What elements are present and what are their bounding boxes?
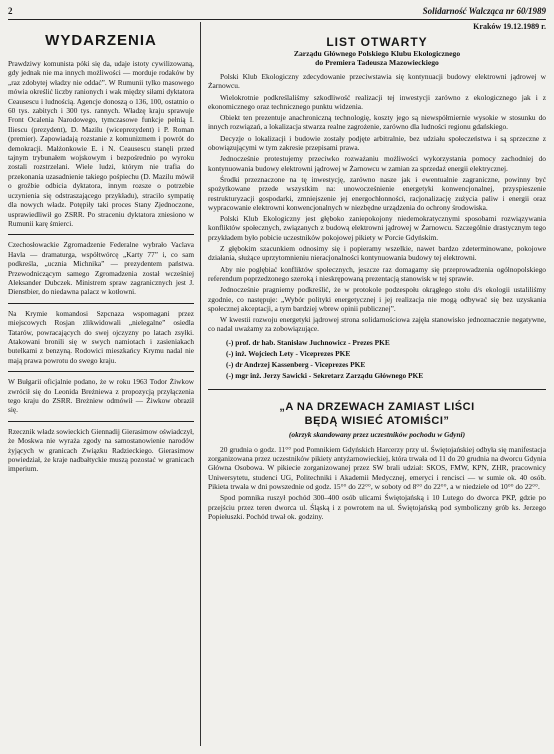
letter-subtitle-line: Zarządu Głównego Polskiego Klubu Ekologicznego xyxy=(293,49,461,58)
section-rule xyxy=(208,389,546,390)
news-item-czechoslovakia: Czechosłowackie Zgromadzenie Federalne wybrało Vaclava Havla — dramaturga, współtwórcę „Karty 77” i, co sam podkreśla, „ucznia Michnika” — prezydentem państwa. Przewodniczącym samego Zgromadzenia został wcześniej Aleksander Dubczek. Ministrem spraw zagranicznych jest J. Dienstbier, do niedawna palacz w kotłowni. xyxy=(8,240,194,297)
letter-paragraph: Jednocześnie pragniemy podkreślić, że w protokole podzespołu okrągłego stołu d/s ekologii ustaliliśmy zgodnie, co następuje: „Wybór polityki energetycznej i jej realizacja nie mogą odbywać się bez uzyskania społecznej akceptacji, a tym bardziej wbrew opinii publicznej”. xyxy=(208,285,546,313)
page-header xyxy=(8,6,546,18)
letter-paragraph: Jednocześnie protestujemy przeciwko rozważaniu możliwości wykorzystania pomocy zachodniej do kontynuowania budowy elektrowni jądrowej w Żarnowcu w zamian za sprzedaż energii elektrycznej. xyxy=(208,154,546,173)
letter-column xyxy=(208,22,546,523)
article-subtitle: (okrzyk skandowany przez uczestników pochodu w Gdyni) xyxy=(288,429,466,439)
letter-paragraph: Decyzje o lokalizacji i budowie zostały podjęte arbitralnie, bez udziału społeczeństwa i są sprzeczne z obowiązującymi w tym zakresie przepisami prawa. xyxy=(208,133,546,153)
letter-paragraph: Polski Klub Ekologiczny jest głęboko zaniepokojony niedemokratycznymi sposobami rozwiązywania konfliktów społecznych, związanych z budową elektrowni jądrowej w Żarnowcu. Szczególnie drastycznym tego przykładem było pobicie uczestników pokojowej pikiety w Porcie Gdyńskim. xyxy=(208,214,546,242)
letter-paragraph: Obiekt ten prezentuje anachroniczną technologię, koszty jego są niewspółmiernie wysokie w stosunku do innych rozwiązań, a lokalizacja stwarza realne zagrożenie, zarówno dla ludności regionu gdańskiego. xyxy=(208,113,546,132)
letter-paragraph: Z głębokim szacunkiem odnosimy się i popieramy wszelkie, nawet bardzo zdeterminowane, pokojowe działania, służące uprzytomnieniu nieracjonalności kontynuowania budowy tej elektrowni. xyxy=(208,244,546,263)
letter-paragraph: Aby nie pogłębiać konfliktów społecznych, jeszcze raz domagamy się przeprowadzenia ogólnopolskiego referendum poprzedzonego szeroką i nieskrępowaną prezentacją stanowisk w tej sprawie. xyxy=(208,264,546,283)
news-item-gerasimov: Rzecznik władz sowieckich Giennadij Gierasimow oświadczył, że Moskwa nie wyraża zgody na samostanowienie narodów żyjących w granicach Związku Radzieckiego. Gierasimow powiedział, że kraje nadbałtyckie muszą pozostać w granicach imperium. xyxy=(8,426,194,474)
news-box xyxy=(8,234,194,296)
section-title: WYDARZENIA xyxy=(45,32,157,49)
letter-title: LIST OTWARTY xyxy=(326,35,428,49)
news-box xyxy=(8,371,194,415)
signature-line: (-) inż. Wojciech Lety - Viceprezes PKE xyxy=(226,348,351,358)
letter-subtitle-line: do Premiera Tadeusza Mazowieckiego xyxy=(315,58,439,67)
article-title-line: BĘDĄ WISIEĆ ATOMIŚCI” xyxy=(304,414,450,427)
news-column xyxy=(8,24,194,474)
page-number: 2 xyxy=(8,6,13,16)
letter-date: Kraków 19.12.1989 r. xyxy=(473,22,546,31)
letter-paragraph: Wielokrotnie podkreślaliśmy szkodliwość realizacji tej inwestycji zarówno z ekologicznego jak i z ekonomicznego oraz technicznego punktu widzenia. xyxy=(208,92,546,111)
article-paragraph: Spod pomnika ruszył pochód 300–400 osób ulicami Świętojańską i 10 Lutego do dworca PKP, gdzie po przejściu przez teren dworca ul. Śląską i z powrotem na ul. Świętojańską pod symboliczny grób ks. Jerzego Popiełuszki. Pochód trwał ok. godziny. xyxy=(208,493,546,521)
letter-paragraph: Polski Klub Ekologiczny zdecydowanie przeciwstawia się kontynuacji budowy elektrowni jądrowej w Żarnowcu. xyxy=(208,72,546,91)
header-rule xyxy=(8,19,546,20)
signature-list xyxy=(226,337,546,381)
article-title-line: „A NA DRZEWACH ZAMIAST LIŚCI xyxy=(279,400,475,413)
letter-paragraph: Środki przeznaczone na tę inwestycję, zarówno nasze jak i ewentualnie zagraniczne, powinny być spożytkowane przede wszystkim na: unowocześnienie energetyki konwencjonalnej, przyspieszenie restrukturyzacji gospodarki, zmniejszenie jej energochłonności, racjonalizację zużycia paliw i energii oraz wypracowanie elektrowni konwencjonalnych w niezbędne urządzenia do ochrony środowiska. xyxy=(208,174,546,212)
news-item-crimea: Na Krymie komandosi Szpcnaza wspomagani przez miejscowych Rosjan zlikwidowali „nielegalne” osiedla Tatarów, powracających do swej ojczyzny po latach zsyłki. Atakowani bronili się w swych namiotach i zasieniakach butelkami z benzyną. Rodowici mieszkańcy Krymu nadal nie mają prawa powrotu do swego kraju. xyxy=(8,308,194,365)
news-box xyxy=(8,303,194,365)
news-item-romania: Prawdziwy komunista póki się da, udaje istoty cywilizowaną, gdy jednak nie ma innych możliwości — morduje rodaków by „raz zdobytej władzy nie oddać”. W Rumunii tylko masowego mówia określić liczby ranionych i wak między siłami dyktatora Ceausescu i ludnością. Agencje donoszą o 136, 100, ostatnio o 60 tys. zabitych i 300 tys. rannych. Władzę kraju sprawuje Front Ocalenia Narodowego, tymczasowe funkcje pełnią I. Iliescu (prezydent), D. Mazilu (wiceprezydent) i P. Roman (premier). Zapowiadają rozstanie z komunizmem i powrót do demokracji. Małżonkowie E. i N. Ceausescu stanęli przed tajnym trybunałem wojskowym i bezpośrednio po wyroku zostali rozstrzelani. Wiele ludzi, którym nie trafia do przekonania uzasadnienie takiego pośpiechu (D. Mazilu mówił o groźbie odbicia dyktatora, innym rozsze o potrzebie uczynienia się odstraszającego przykładu), stracilo sympatię dla nowych władz. Potępiły taki proces Stany Zjednoczone, usprawiedliwił go ZSRR. Po straceniu dyktatora zniesiono w Rumunii karę śmierci. xyxy=(8,59,194,228)
letter-subtitle xyxy=(208,49,546,67)
article-paragraph: 20 grudnia o godz. 11°° pod Pomnikiem Gdyńskich Harcerzy przy ul. Świętojańskiej odbyła się manifestacja zorganizowana przez uczestników pikiety antyżarnowieckiej, która trwała od 11 do 20 grudnia na dworcu Gdynia Główna Osobowa. W pikiecie zorganizowanej przez SW brali udział: SKOS, FMW, KPN, ZHR, pracownicy Uniwersytetu, studenci UG, Politechniki i Akademii Medycznej, emeryci i rencisci — w sumie ok. 40 osób. Pikieta trwała w dni powszednie od godz. 15°° do 22°°, w soboty od 8°° do 22°°, a w niedziele od 10°° do 22°°. xyxy=(208,444,546,491)
signature-line: (-) prof. dr hab. Stanisław Juchnowicz - Prezes PKE xyxy=(226,337,390,347)
signature-line: (-) dr Andrzej Kassenberg - Viceprezes PKE xyxy=(226,359,366,369)
article-title xyxy=(208,400,546,428)
letter-paragraph: W kwestii rozwoju energetyki jądrowej strona solidarnościowa zajęła stanowisko jednoznacznie negatywne, co nadal uważamy za zobowiązujące. xyxy=(208,315,546,334)
masthead: Solidarność Walcząca nr 60/1989 xyxy=(422,6,546,16)
news-item-bulgaria: W Bułgarii oficjalnie podano, że w roku 1963 Todor Żiwkow zwrócił się do Leonida Breżniewa z propozycją przyłączenia tego kraju do ZSRR. Breżniew odmówił — Żiwkow obraził się. xyxy=(8,377,194,415)
signature-line: (-) mgr inż. Jerzy Sawicki - Sekretarz Zarządu Głównego PKE xyxy=(226,370,424,380)
news-box xyxy=(8,421,194,474)
column-divider xyxy=(200,22,201,746)
